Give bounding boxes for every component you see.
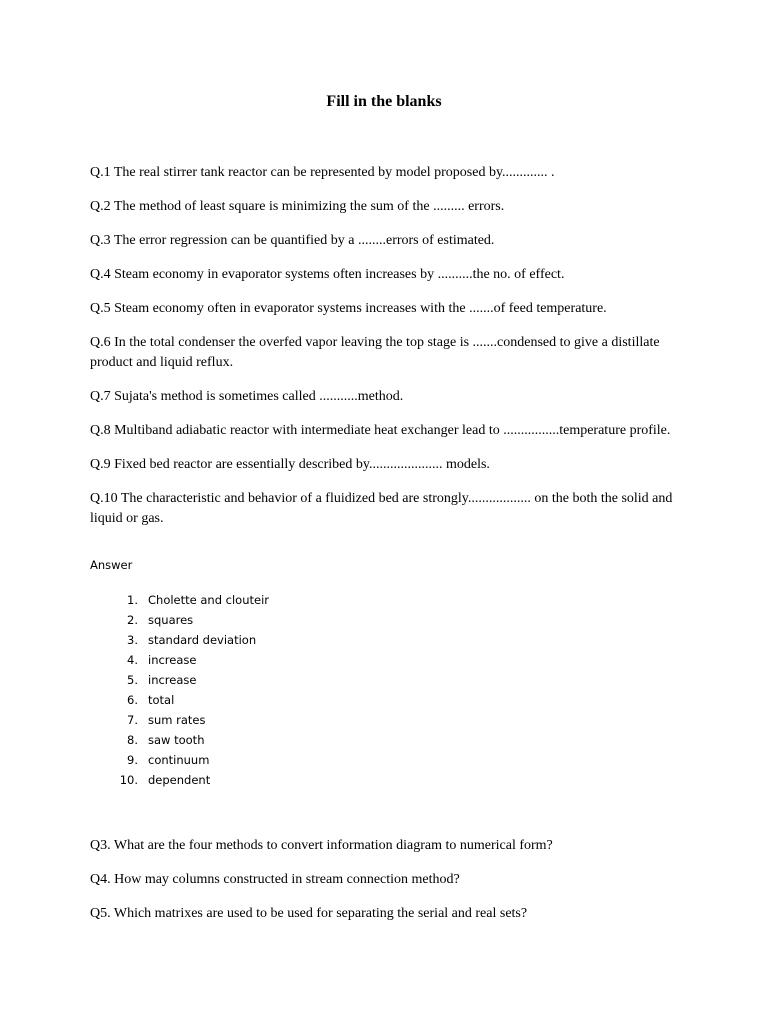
question-4: Q.4 Steam economy in evaporator systems often increases by ..........the no. of effect. [90, 267, 565, 282]
question-9: Q.9 Fixed bed reactor are essentially described by..................... models. [90, 457, 490, 472]
answer-number: 10. [119, 773, 138, 787]
answer-number: 6. [127, 693, 138, 707]
answer-text: dependent [148, 773, 211, 787]
answer-number: 2. [127, 613, 138, 627]
answer-item [112, 650, 269, 670]
answer-item [112, 690, 269, 710]
answer-item [112, 590, 269, 610]
answer-number: 1. [127, 593, 138, 607]
answer-number: 7. [127, 713, 138, 727]
answer-text: continuum [148, 753, 210, 767]
answer-list [112, 590, 269, 790]
answer-item [112, 670, 269, 690]
question-6: Q.6 In the total condenser the overfed vapor leaving the top stage is .......condensed to give a distillate product and liquid reflux. [90, 335, 660, 370]
answer-text: standard deviation [148, 633, 257, 647]
answer-number: 8. [127, 733, 138, 747]
answer-item [112, 610, 269, 630]
answer-text: squares [148, 613, 194, 627]
answer-number: 9. [127, 753, 138, 767]
question-2: Q.2 The method of least square is minimizing the sum of the ......... errors. [90, 199, 505, 214]
question-8: Q.8 Multiband adiabatic reactor with intermediate heat exchanger lead to ................temperature profile. [90, 423, 671, 438]
answer-number: 3. [127, 633, 138, 647]
answer-item [112, 710, 269, 730]
answer-number: 4. [127, 653, 138, 667]
answer-number: 5. [127, 673, 138, 687]
question-1: Q.1 The real stirrer tank reactor can be represented by model proposed by............. . [90, 165, 555, 180]
answer-heading: Answer [90, 558, 133, 572]
additional-question-4: Q4. How may columns constructed in stream connection method? [90, 872, 460, 887]
answer-text: total [148, 693, 175, 707]
question-10: Q.10 The characteristic and behavior of a fluidized bed are strongly.................. on the both the solid and liquid or gas. [90, 491, 673, 526]
question-5: Q.5 Steam economy often in evaporator systems increases with the .......of feed temperature. [90, 301, 607, 316]
answer-text: increase [148, 673, 197, 687]
answer-text: Cholette and clouteir [148, 593, 270, 607]
additional-question-3: Q3. What are the four methods to convert information diagram to numerical form? [90, 838, 553, 853]
answer-text: saw tooth [148, 733, 205, 747]
answer-item [112, 630, 269, 650]
page-title: Fill in the blanks [326, 93, 442, 110]
question-3: Q.3 The error regression can be quantified by a ........errors of estimated. [90, 233, 495, 248]
answer-item [112, 750, 269, 770]
additional-question-5: Q5. Which matrixes are used to be used for separating the serial and real sets? [90, 906, 528, 921]
answer-item [112, 730, 269, 750]
fill-in-questions [90, 163, 690, 543]
additional-questions [90, 836, 690, 938]
answer-text: sum rates [148, 713, 206, 727]
answer-item [112, 770, 269, 790]
question-7: Q.7 Sujata's method is sometimes called ...........method. [90, 389, 404, 404]
answer-text: increase [148, 653, 197, 667]
